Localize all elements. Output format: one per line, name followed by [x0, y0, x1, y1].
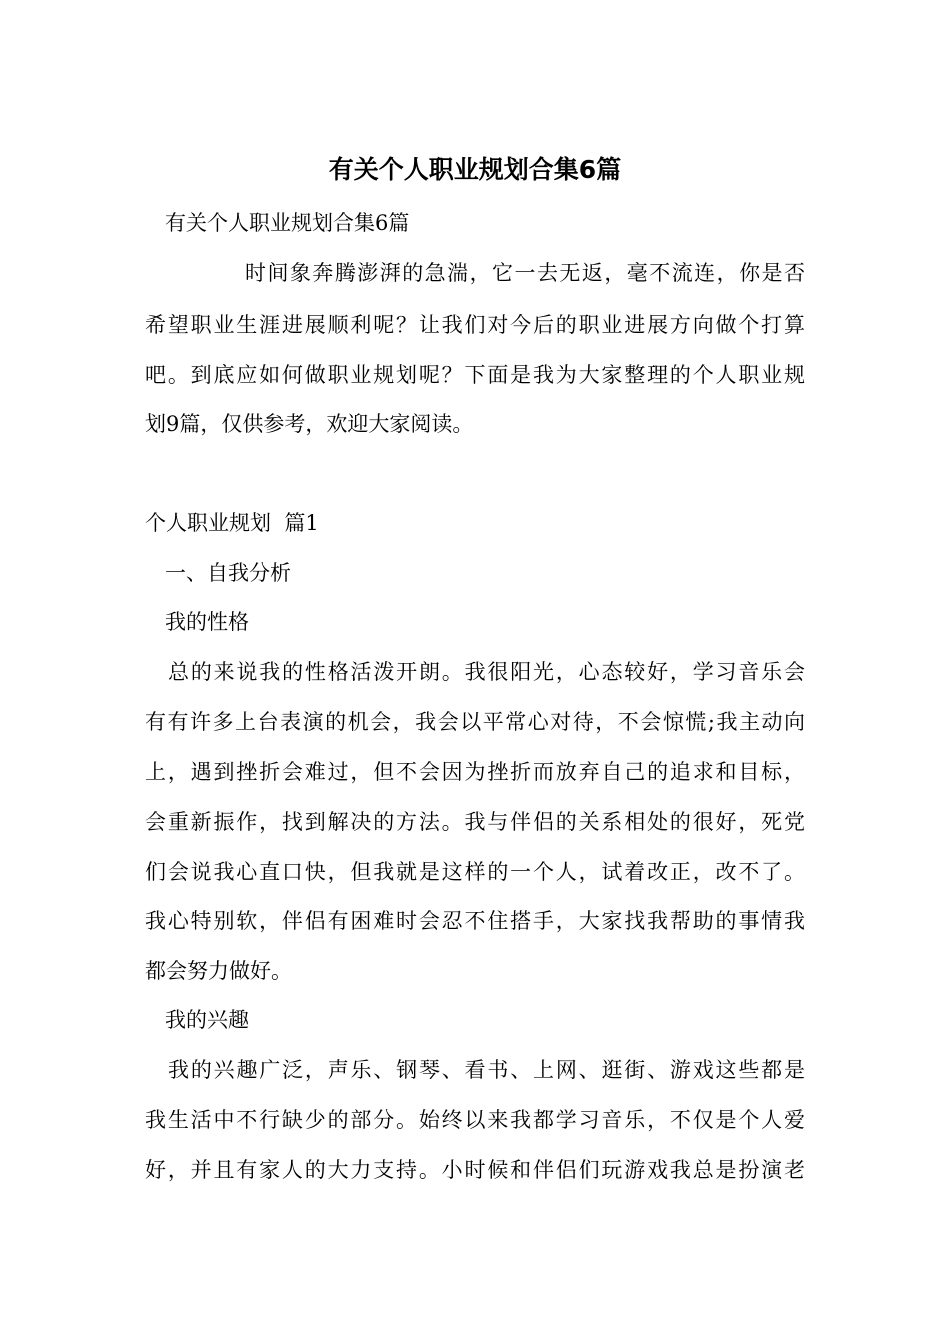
- intro-line: 希望职业生涯进展顺利呢？让我们对今后的职业进展方向做个打算: [145, 313, 805, 337]
- personality-line: 上，遇到挫折会难过，但不会因为挫折而放弃自己的追求和目标，: [145, 760, 805, 784]
- personality-line: 会重新振作，找到解决的方法。我与伴侣的关系相处的很好，死党: [145, 810, 805, 834]
- interest-line: 我的兴趣广泛，声乐、钢琴、看书、上网、逛街、游戏这些都是: [168, 1058, 805, 1082]
- intro-line: 时间象奔腾澎湃的急湍，它一去无返，毫不流连，你是否: [245, 261, 805, 285]
- intro-line: 吧。到底应如何做职业规划呢？下面是我为大家整理的个人职业规: [145, 363, 805, 387]
- interest-line: 好，并且有家人的大力支持。小时候和伴侣们玩游戏我总是扮演老: [145, 1158, 805, 1182]
- personality-line: 我心特别软，伴侣有困难时会忍不住搭手，大家找我帮助的事情我: [145, 909, 805, 933]
- part-heading: 一、自我分析: [165, 561, 291, 585]
- personality-line: 们会说我心直口快，但我就是这样的一个人，试着改正，改不了。: [145, 860, 805, 884]
- personality-heading: 我的性格: [165, 610, 249, 634]
- interest-heading: 我的兴趣: [165, 1008, 249, 1032]
- intro-line: 划9篇，仅供参考，欢迎大家阅读。: [145, 412, 474, 436]
- document-subtitle: 有关个人职业规划合集6篇: [165, 211, 410, 235]
- document-title: 有关个人职业规划合集6篇: [328, 155, 622, 184]
- personality-line: 都会努力做好。: [145, 959, 292, 983]
- personality-line: 总的来说我的性格活泼开朗。我很阳光，心态较好，学习音乐会: [168, 660, 805, 684]
- interest-line: 我生活中不行缺少的部分。始终以来我都学习音乐，不仅是个人爱: [145, 1108, 805, 1132]
- section-heading: 个人职业规划 篇1: [145, 511, 319, 535]
- personality-line: 有有许多上台表演的机会，我会以平常心对待，不会惊慌;我主动向: [145, 710, 805, 734]
